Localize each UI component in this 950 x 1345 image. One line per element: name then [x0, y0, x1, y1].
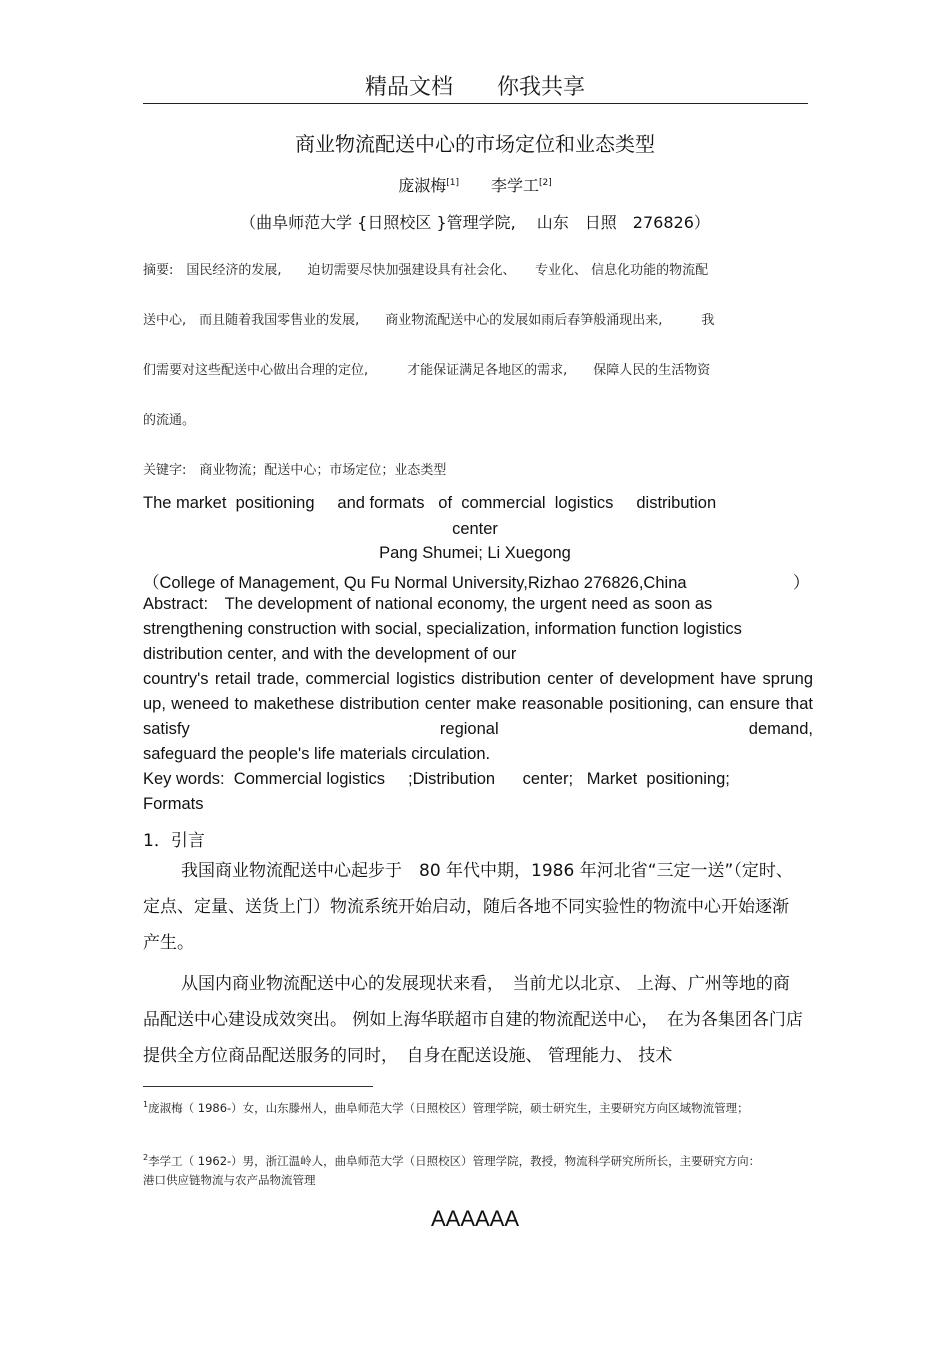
body-paragraph: 从国内商业物流配送中心的发展现状来看， 当前尤以北京、 上海、广州等地的商品配送中心建设成效突出。 例如上海华联超市自建的物流配送中心， 在为各集团各门店提供全方位商品配送服务的同时， 自身在配送设施、 管理能力、 技术 — [143, 974, 803, 1066]
page-footer-mark: AAAAAA — [430, 1206, 520, 1231]
footnote-2 — [143, 1148, 763, 1190]
english-abstract-part: safeguard the people's life materials circulation. — [143, 745, 491, 763]
author-2-ref: [2] — [539, 178, 552, 188]
author-2: 李学工 — [491, 176, 540, 195]
english-abstract-part: Abstract: The development of national economy, the urgent need as soon as strengthening construction with social, specialization, information function logistics distribution center, and with the development of our — [143, 595, 742, 663]
english-abstract-part: country's retail trade, commercial logistics distribution center of development have sprung up, weneed to makethese distribution center make reasonable positioning, can ensure that satisfy regional demand, — [143, 670, 813, 738]
english-keywords: Formats — [143, 795, 204, 813]
page-header-title: 精品文档 你我共享 — [364, 75, 585, 100]
english-title-line: The market positioning and formats of commercial logistics distribution — [143, 494, 717, 512]
section-heading: 1．引言 — [143, 831, 205, 851]
abstract-cn-line: 们需要对这些配送中心做出合理的定位, 才能保证满足各地区的需求, 保障人民的生活物资 — [143, 363, 711, 378]
author-1-ref: [1] — [446, 178, 459, 188]
abstract-cn-line: 的流通。 — [143, 413, 196, 428]
header-divider — [143, 103, 808, 104]
footnote-divider — [143, 1086, 373, 1087]
english-keywords: Key words: Commercial logistics ;Distribution center; Market positioning; — [143, 770, 730, 788]
english-authors: Pang Shumei; Li Xuegong — [379, 544, 571, 562]
footnote-1-mark: 1 — [143, 1100, 149, 1109]
article-title: 商业物流配送中心的市场定位和业态类型 — [295, 132, 655, 156]
abstract-cn-line: 摘要: 国民经济的发展, 迫切需要尽快加强建设具有社会化、 专业化、 信息化功能的物流配 — [143, 263, 709, 278]
footnote-2-mark: 2 — [143, 1153, 149, 1162]
footnote-1 — [143, 1095, 763, 1118]
article-affiliation: （曲阜师范大学 {日照校区 }管理学院, 山东 日照 276826） — [240, 213, 710, 232]
english-affiliation: （College of Management, Qu Fu Normal University,Rizhao 276826,China — [143, 574, 687, 592]
article-authors — [0, 173, 950, 196]
abstract-cn-line: 送中心, 而且随着我国零售业的发展, 商业物流配送中心的发展如雨后春笋般涌现出来, 我 — [143, 313, 715, 328]
english-affiliation-close: ） — [793, 574, 810, 592]
footnote-2-text: 李学工（ 1962-）男，浙江温岭人，曲阜师范大学（日照校区）管理学院，教授，物流科学研究所所长，主要研究方向：港口供应链物流与农产品物流管理 — [143, 1154, 761, 1187]
author-1: 庞淑梅 — [398, 176, 447, 195]
keywords-cn: 关键字: 商业物流；配送中心；市场定位；业态类型 — [143, 463, 447, 478]
body-paragraph: 我国商业物流配送中心起步于 80 年代中期，1986 年河北省“三定一送”（定时、定点、定量、送货上门）物流系统开始启动，随后各地不同实验性的物流中心开始逐渐产生。 — [143, 861, 793, 953]
author-gap — [459, 176, 491, 195]
english-title-line: center — [452, 520, 498, 538]
footnote-1-text: 庞淑梅（ 1986-）女，山东滕州人，曲阜师范大学（日照校区）管理学院，硕士研究生，主要研究方向区域物流管理； — [148, 1101, 749, 1115]
